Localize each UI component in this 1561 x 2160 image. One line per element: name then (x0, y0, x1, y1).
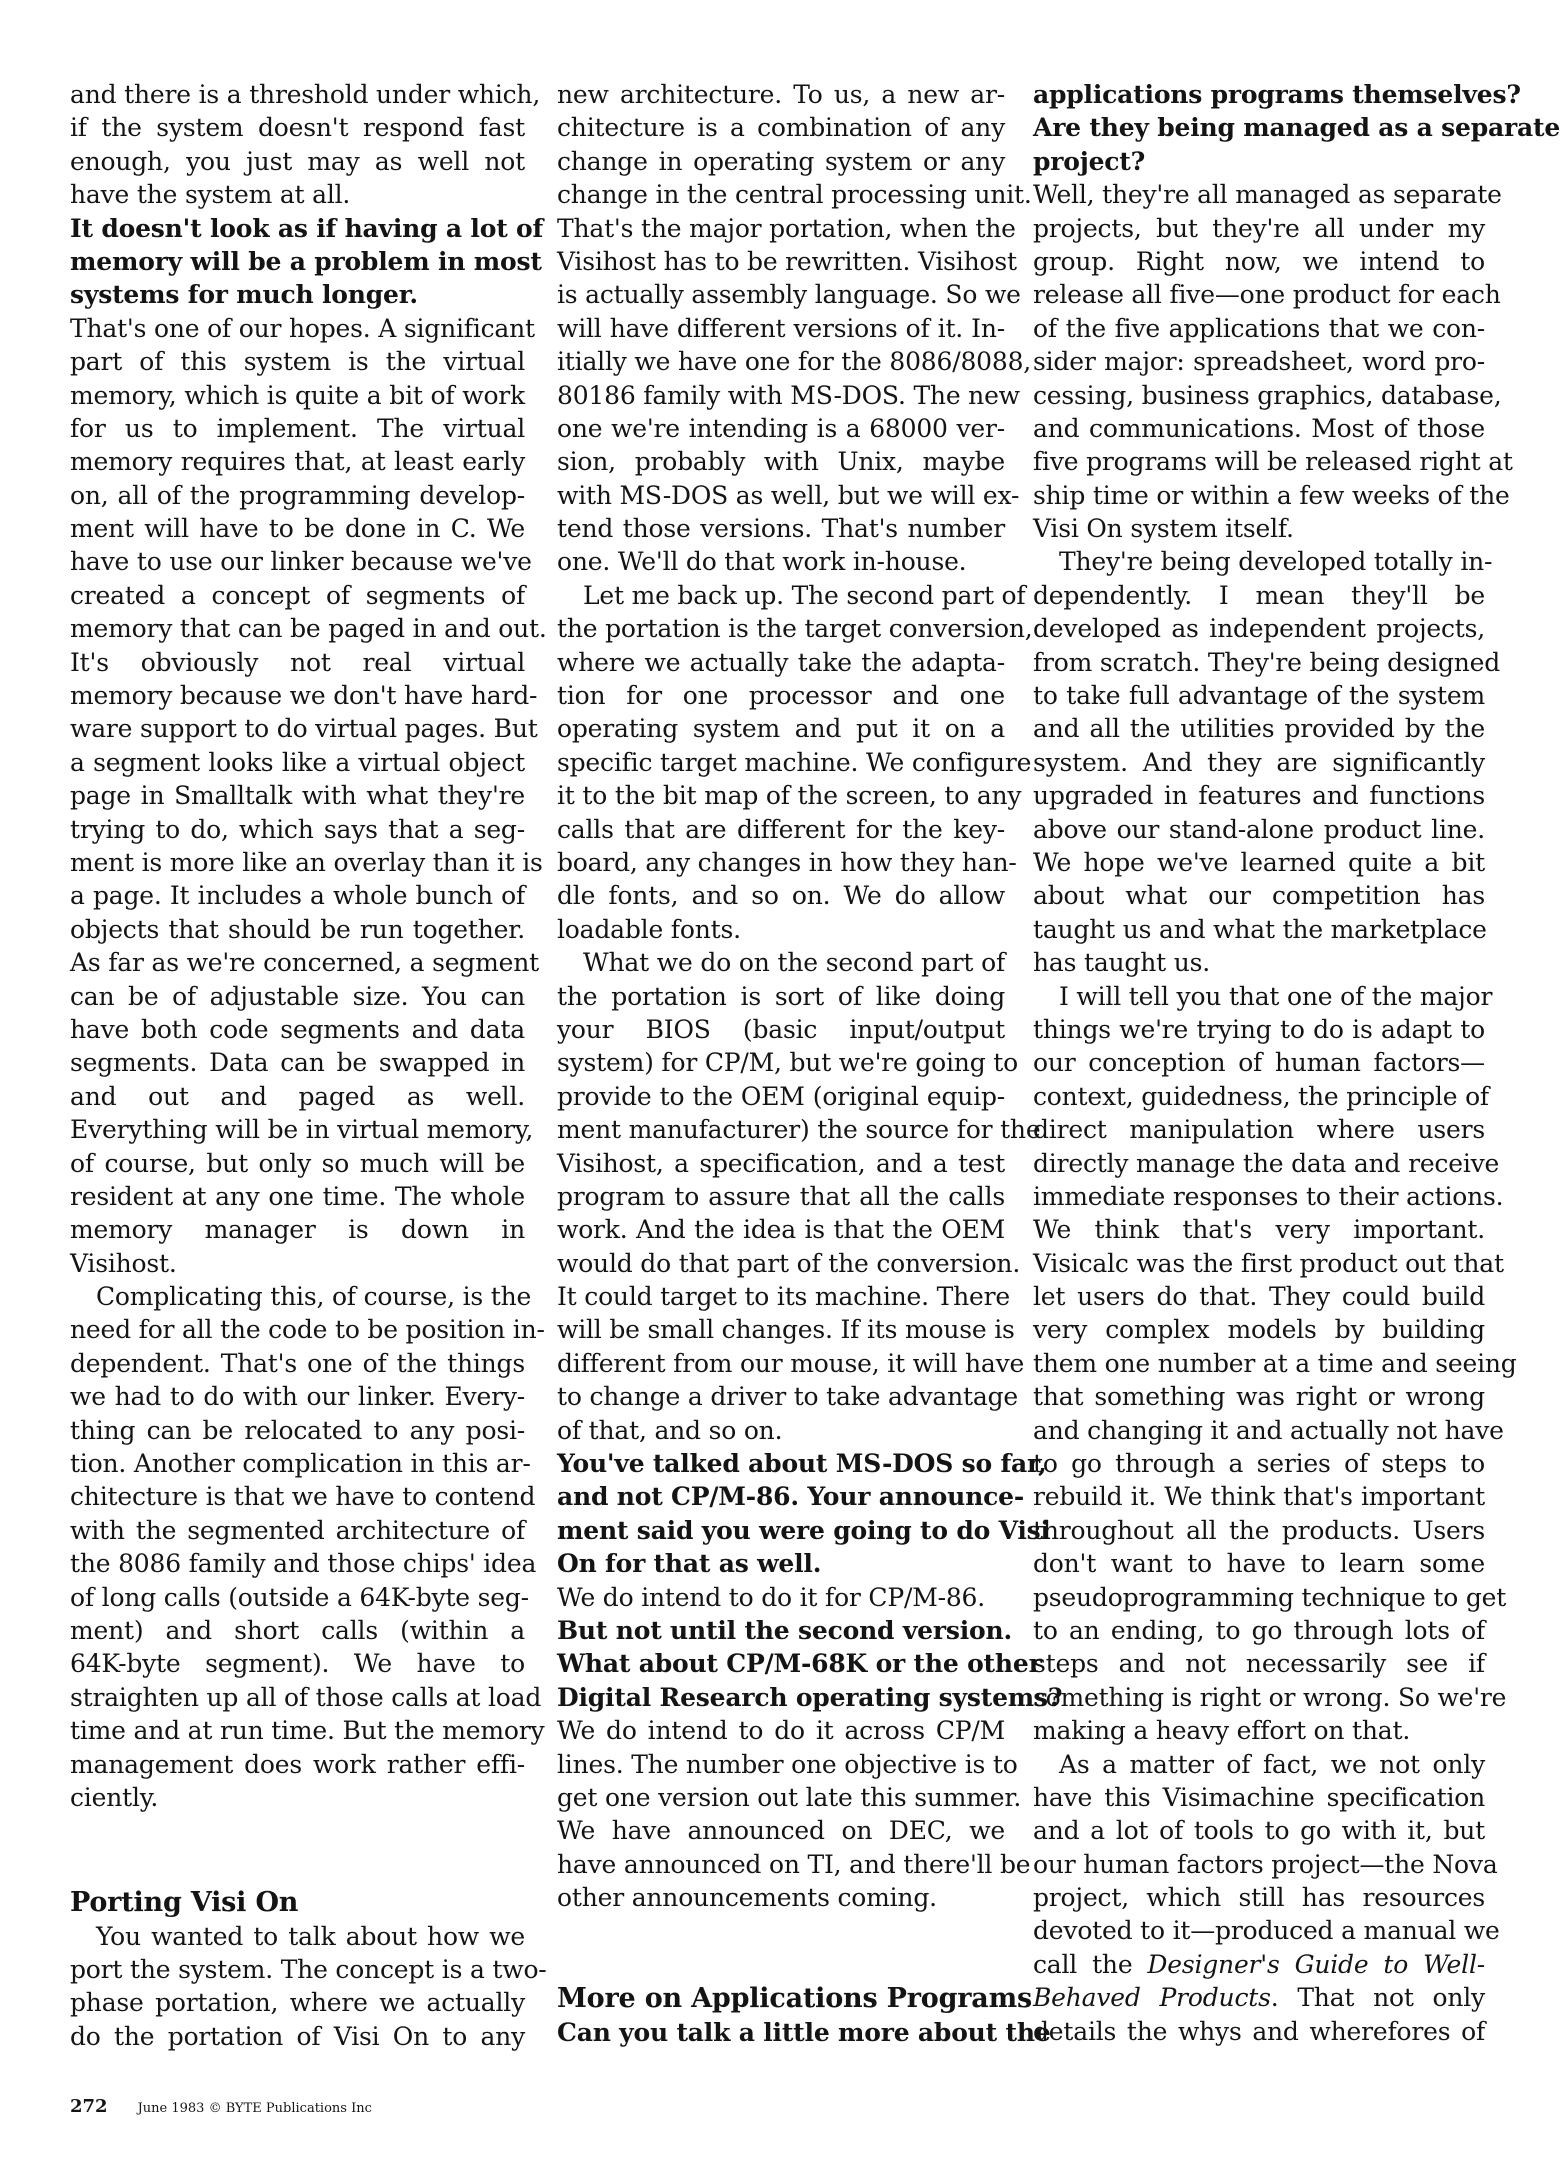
text-line: direct manipulation where users (1033, 1115, 1485, 1145)
text-line: let users do that. They could build (1033, 1282, 1485, 1312)
text-line: memory requires that, at least early (70, 447, 525, 477)
text-line: devoted to it—produced a manual we (1033, 1916, 1500, 1946)
text-line: objects that should be run together. (70, 914, 525, 944)
text-line: need for all the code to be position in- (70, 1315, 545, 1345)
text-line: Visicalc was the first product out that (1033, 1248, 1504, 1278)
text-line: We think that's very important. (1033, 1215, 1485, 1245)
text-line: memory will be a problem in most (70, 246, 542, 276)
text-line: lines. The number one objective is to (557, 1749, 1018, 1779)
paragraph (70, 1280, 545, 1814)
text-line: and there is a threshold under which, (70, 80, 541, 109)
text-line: ship time or within a few weeks of the (1033, 480, 1510, 510)
text-line: to an ending, to go through lots of (1033, 1615, 1485, 1645)
text-line: your BIOS (basic input/output (557, 1014, 1005, 1044)
text-line (1033, 1981, 1485, 2014)
text-line: As far as we're concerned, a segment (70, 948, 539, 978)
text-line: different from our mouse, it will have (557, 1348, 1025, 1378)
text-line: loadable fonts. (557, 914, 741, 944)
text-line: have to use our linker because we've (70, 547, 532, 577)
text-line: Visi On system itself. (1033, 514, 1294, 544)
text-line: dependently. I mean they'll be (1033, 580, 1485, 610)
text-line: segments. Data can be swapped in (70, 1048, 525, 1078)
text-line: That's the major portation, when the (557, 213, 1016, 243)
text-line: one. We'll do that work in-house. (557, 547, 967, 577)
text-line: sider major: spreadsheet, word pro- (1033, 347, 1485, 377)
text-line: taught us and what the marketplace (1033, 914, 1487, 944)
text-run: call the (1033, 1949, 1148, 1979)
article-column-2 (557, 78, 1063, 2049)
section-spacer (557, 1914, 1005, 1976)
text-line: would do that part of the conversion. (557, 1248, 1021, 1278)
text-line: of that, and so on. (557, 1415, 783, 1445)
text-line: phase portation, where we actually (70, 1988, 525, 2018)
paragraph-lines (1033, 1748, 1500, 1948)
text-line: 80186 family with MS-DOS. The new (557, 380, 1020, 410)
text-line: five programs will be released right at (1033, 447, 1513, 477)
text-line: On for that as well. (557, 1549, 822, 1579)
text-line: Everything will be in virtual memory, (70, 1115, 534, 1145)
paragraph (557, 78, 1032, 579)
text-line: upgraded in features and functions (1033, 781, 1485, 811)
text-line: about what our competition has (1033, 881, 1485, 911)
paragraph (1033, 178, 1513, 545)
paragraph (557, 1714, 1031, 1914)
text-line: have this Visimachine specification (1033, 1782, 1485, 1812)
text-line: Complicating this, of course, is the (96, 1282, 532, 1312)
section-spacer (70, 1814, 525, 1880)
text-line: ment) and short calls (within a (70, 1615, 525, 1645)
text-line: You wanted to talk about how we (96, 1921, 525, 1951)
text-line: Let me back up. The second part of (583, 580, 1026, 610)
text-line: Visihost, a specification, and a test (557, 1148, 1005, 1178)
text-line: page in Smalltalk with what they're (70, 781, 525, 811)
text-line: provide to the OEM (original equip- (557, 1081, 1005, 1111)
text-line: something is right or wrong. So we're (1033, 1682, 1507, 1712)
paragraph (1033, 545, 1501, 979)
text-line: dependent. That's one of the things (70, 1348, 525, 1378)
text-line: of the five applications that we con- (1033, 313, 1485, 343)
text-line: operating system and put it on a (557, 714, 1005, 744)
text-line: a segment looks like a virtual object (70, 747, 525, 777)
paragraph (70, 312, 547, 1280)
text-line: get one version out late this summer. (557, 1782, 1022, 1812)
text-line: board, any changes in how they han- (557, 847, 1017, 877)
text-line: change in operating system or any (557, 146, 1005, 176)
text-line: ment is more like an overlay than it is (70, 847, 543, 877)
text-line: new architecture. To us, a new ar- (557, 80, 1005, 109)
article-column-3 (1033, 78, 1561, 2048)
paragraph (1033, 1748, 1500, 2049)
text-line: They're being developed totally in- (1059, 547, 1493, 577)
text-line: it to the bit map of the screen, to any (557, 781, 1022, 811)
paragraph (557, 579, 1033, 946)
text-line: project, which still has resources (1033, 1883, 1485, 1913)
text-line: is actually assembly language. So we (557, 280, 1021, 310)
text-line: if the system doesn't respond fast (70, 113, 525, 143)
text-line: created a concept of segments of (70, 580, 525, 610)
paragraph (1033, 980, 1517, 1748)
text-line: It doesn't look as if having a lot of (70, 213, 544, 243)
text-line: we had to do with our linker. Every- (70, 1382, 525, 1412)
text-line: on, all of the programming develop- (70, 480, 525, 510)
section-heading-porting-visi-on: Porting Visi On (70, 1887, 299, 1919)
text-line: ment will have to be done in C. We (70, 514, 525, 544)
text-line: will have different versions of it. In- (557, 313, 1005, 343)
text-line: It's obviously not real virtual (70, 647, 525, 677)
text-line: developed as independent projects, (1033, 614, 1485, 644)
text-line: chitecture is a combination of any (557, 113, 1005, 143)
text-line: and not CP/M-86. Your announce- (557, 1482, 1025, 1512)
paragraph (70, 78, 541, 212)
text-line: system) for CP/M, but we're going to (557, 1048, 1018, 1078)
text-line: has taught us. (1033, 948, 1211, 978)
page-footer (70, 2096, 372, 2117)
text-line: making a heavy effort on that. (1033, 1716, 1411, 1746)
text-line: sion, probably with Unix, maybe (557, 447, 1005, 477)
text-line: system. And they are significantly (1033, 747, 1485, 777)
text-line: with MS-DOS as well, but we will ex- (557, 480, 1020, 510)
text-line: time and at run time. But the memory (70, 1716, 545, 1746)
text-line: Are they being managed as a separate (1033, 113, 1561, 143)
text-line: other announcements coming. (557, 1883, 937, 1913)
text-line: Visihost. (70, 1248, 177, 1278)
text-line: We hope we've learned quite a bit (1033, 847, 1485, 877)
text-line: memory, which is quite a bit of work (70, 380, 525, 410)
text-line: It could target to its machine. There (557, 1282, 1010, 1312)
text-line: for us to implement. The virtual (70, 413, 525, 443)
publication-credit: June 1983 © BYTE Publications Inc (137, 2101, 372, 2116)
text-line: projects, but they're all under my (1033, 213, 1485, 243)
text-line: the 8086 family and those chips' idea (70, 1549, 537, 1579)
text-line: management does work rather effi- (70, 1749, 525, 1779)
text-line: pseudoprogramming technique to get (1033, 1582, 1507, 1612)
text-line: calls that are different for the key- (557, 814, 1005, 844)
paragraph (70, 1920, 547, 2054)
text-line: program to assure that all the calls (557, 1181, 1005, 1211)
text-line: ment said you were going to do Visi (557, 1515, 1050, 1545)
text-run: . That not only (1270, 1983, 1485, 2013)
text-line: 64K-byte segment). We have to (70, 1649, 525, 1679)
text-line: release all five—one product for each (1033, 280, 1501, 310)
text-line: to go through a series of steps to (1033, 1449, 1485, 1479)
text-line: That's one of our hopes. A significant (70, 313, 535, 343)
text-line: and a lot of tools to go with it, but (1033, 1816, 1485, 1846)
text-line: tend those versions. That's number (557, 514, 1005, 544)
text-line: thing can be relocated to any posi- (70, 1415, 525, 1445)
page-number: 272 (70, 2096, 108, 2117)
text-line: part of this system is the virtual (70, 347, 525, 377)
text-line: have both code segments and data (70, 1014, 525, 1044)
text-line: them one number at a time and seeing (1033, 1348, 1517, 1378)
text-line: throughout all the products. Users (1033, 1515, 1485, 1545)
text-line: can be of adjustable size. You can (70, 981, 525, 1011)
text-line: I will tell you that one of the major (1059, 981, 1493, 1011)
text-line: do the portation of Visi On to any (70, 2021, 525, 2051)
text-line: directly manage the data and receive (1033, 1148, 1500, 1178)
interview-question (70, 212, 544, 312)
text-line: to change a driver to take advantage (557, 1382, 1018, 1412)
text-line (1033, 1948, 1485, 1981)
text-line: change in the central processing unit. (557, 180, 1032, 210)
text-line: a page. It includes a whole bunch of (70, 881, 525, 911)
paragraph-lines (1033, 2015, 1485, 2048)
text-line: details the whys and wherefores of (1033, 2016, 1485, 2046)
text-line: Well, they're all managed as separate (1033, 180, 1502, 210)
section-heading-more-on-applications-programs: More on Applications Programs (557, 1983, 1032, 2015)
text-line: one we're intending is a 68000 ver- (557, 413, 1005, 443)
text-line: You've talked about MS-DOS so far, (557, 1449, 1047, 1479)
text-line: specific target machine. We configure (557, 747, 1032, 777)
text-line: our human factors project—the Nova (1033, 1849, 1498, 1879)
paragraph (557, 1581, 1005, 1614)
text-line: memory that can be paged in and out. (70, 614, 547, 644)
text-line: don't want to have to learn some (1033, 1549, 1485, 1579)
text-line: our conception of human factors— (1033, 1048, 1485, 1078)
text-line: and changing it and actually not have (1033, 1415, 1504, 1445)
paragraph (557, 946, 1041, 1447)
text-line: Visihost has to be rewritten. Visihost (557, 246, 1017, 276)
interview-question (557, 1614, 1063, 1714)
text-line: group. Right now, we intend to (1033, 246, 1485, 276)
text-line: tion for one processor and one (557, 681, 1005, 711)
article-column-1 (70, 78, 547, 2053)
text-line: systems for much longer. (70, 280, 418, 310)
text-line: to take full advantage of the system (1033, 681, 1485, 711)
text-line: memory manager is down in (70, 1215, 525, 1245)
text-line: We have announced on DEC, we (557, 1816, 1005, 1846)
text-line: dle fonts, and so on. We do allow (557, 881, 1005, 911)
text-line: and communications. Most of those (1033, 413, 1485, 443)
text-line: itially we have one for the 8086/8088, (557, 347, 1032, 377)
text-line: and out and paged as well. (70, 1081, 525, 1111)
text-line: things we're trying to do is adapt to (1033, 1014, 1485, 1044)
text-line: steps and not necessarily see if (1033, 1649, 1485, 1679)
text-line: trying to do, which says that a seg- (70, 814, 525, 844)
text-line: immediate responses to their actions. (1033, 1181, 1504, 1211)
text-line: ware support to do virtual pages. But (70, 714, 538, 744)
text-line: memory because we don't have hard- (70, 681, 538, 711)
book-title-italic: Behaved Products (1033, 1983, 1271, 2013)
text-line: have announced on TI, and there'll be (557, 1849, 1031, 1879)
text-line: will be small changes. If its mouse is (557, 1315, 1015, 1345)
text-line: of course, but only so much will be (70, 1148, 525, 1178)
text-line: rebuild it. We think that's important (1033, 1482, 1485, 1512)
text-line: port the system. The concept is a two- (70, 1955, 547, 1985)
text-line: with the segmented architecture of (70, 1515, 525, 1545)
text-line: tion. Another complication in this ar- (70, 1449, 531, 1479)
text-line: project? (1033, 146, 1146, 176)
text-line: But not until the second version. (557, 1615, 1012, 1645)
text-line: What about CP/M-68K or the other (557, 1649, 1042, 1679)
text-line: As a matter of fact, we not only (1059, 1749, 1485, 1779)
text-line: of long calls (outside a 64K-byte seg- (70, 1582, 529, 1612)
text-line: ment manufacturer) the source for the (557, 1115, 1041, 1145)
text-line: ciently. (70, 1782, 159, 1812)
interview-question (1033, 78, 1561, 178)
text-line: very complex models by building (1033, 1315, 1485, 1345)
text-line: that something was right or wrong (1033, 1382, 1485, 1412)
interview-question (557, 2016, 1051, 2049)
text-line: We do intend to do it across CP/M (557, 1716, 1005, 1746)
interview-question (557, 1447, 1050, 1581)
text-line: the portation is sort of like doing (557, 981, 1005, 1011)
text-line: resident at any one time. The whole (70, 1181, 525, 1211)
text-line: Can you talk a little more about the (557, 2017, 1051, 2047)
text-line: cessing, business graphics, database, (1033, 380, 1502, 410)
text-line: We do intend to do it for CP/M-86. (557, 1582, 986, 1612)
text-line: above our stand-alone product line. (1033, 814, 1485, 844)
text-line: the portation is the target conversion, (557, 614, 1033, 644)
text-line: straighten up all of those calls at load (70, 1682, 542, 1712)
text-line: and all the utilities provided by the (1033, 714, 1485, 744)
text-line: work. And the idea is that the OEM (557, 1215, 1005, 1245)
text-line: enough, you just may as well not (70, 146, 525, 176)
text-line: Digital Research operating systems? (557, 1682, 1063, 1712)
text-line: from scratch. They're being designed (1033, 647, 1501, 677)
text-line: context, guidedness, the principle of (1033, 1081, 1489, 1111)
text-line: chitecture is that we have to contend (70, 1482, 536, 1512)
text-line: where we actually take the adapta- (557, 647, 1005, 677)
book-title-italic: Designer's Guide to Well- (1147, 1949, 1485, 1979)
text-line: applications programs themselves? (1033, 80, 1521, 109)
text-line: have the system at all. (70, 180, 351, 210)
text-line: What we do on the second part of (583, 948, 1005, 978)
